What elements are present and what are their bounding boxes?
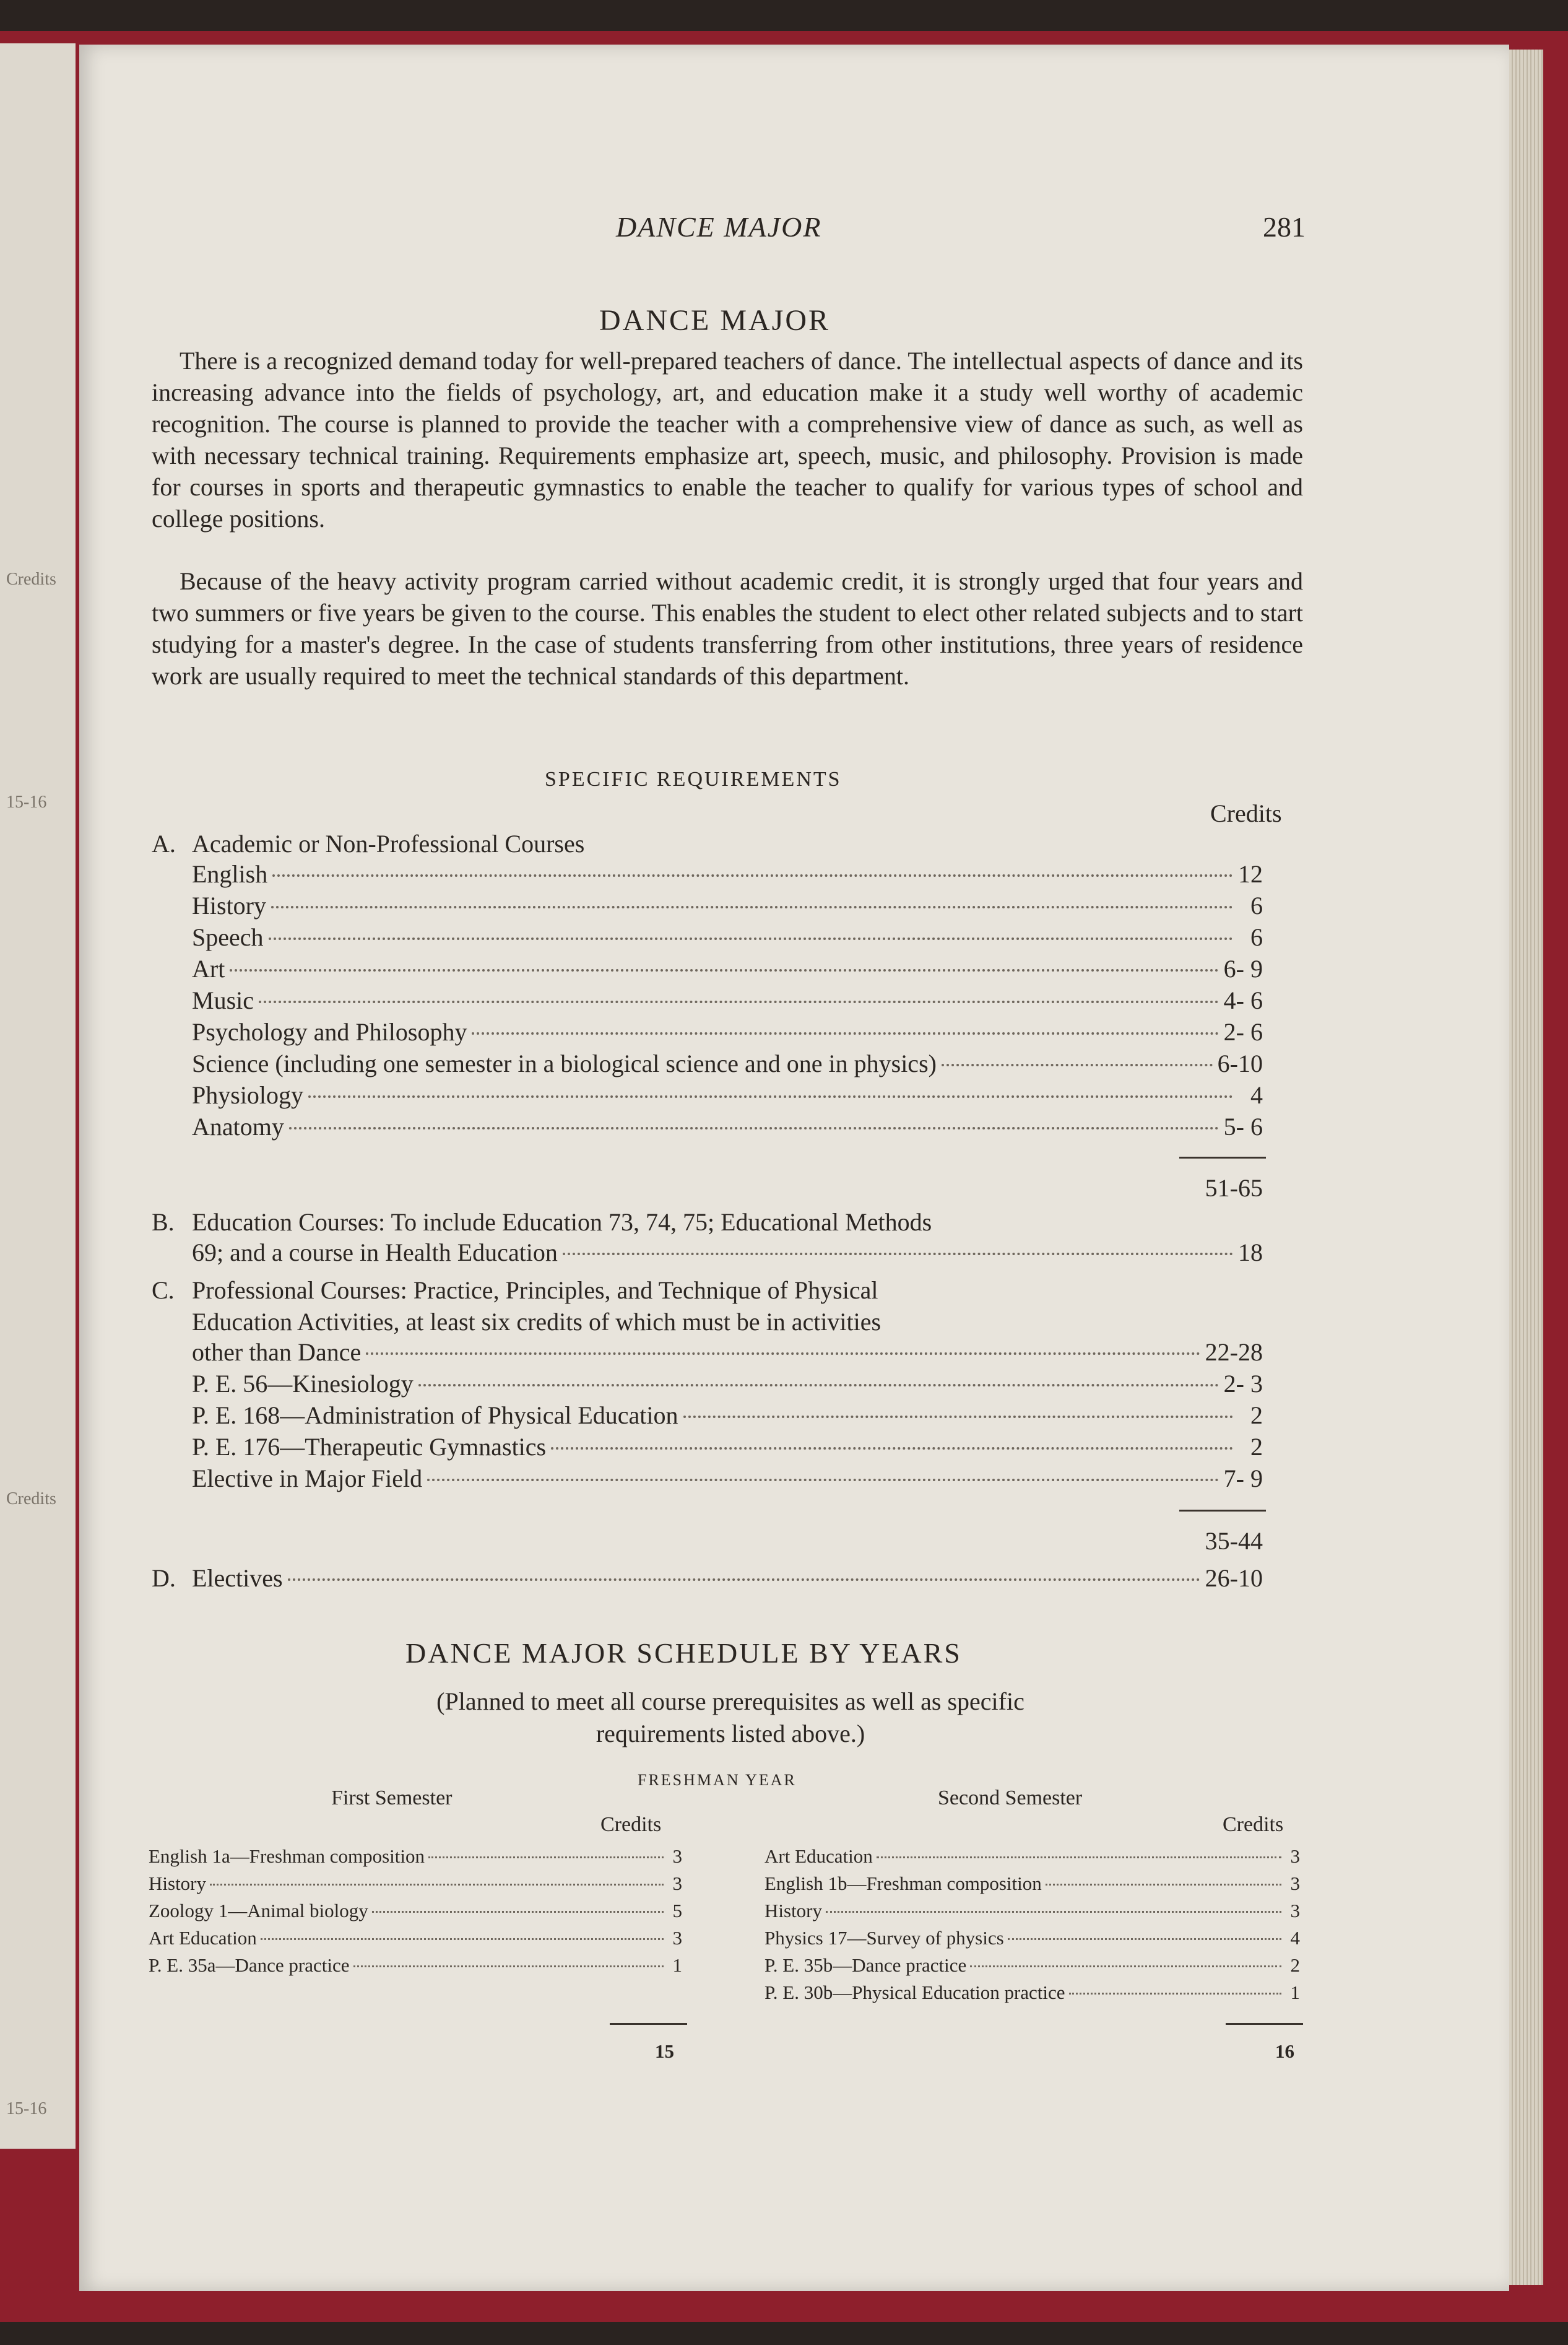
- requirement-label: Physiology: [192, 1081, 304, 1109]
- course-row: [149, 1927, 682, 1954]
- course-row: [765, 1927, 1300, 1954]
- course-label: English 1b—Freshman composition: [765, 1873, 1042, 1894]
- first-semester-credits-label: Credits: [600, 1813, 662, 1836]
- page-stack-edges: [1509, 50, 1543, 2285]
- section-c-heading: [152, 1274, 1263, 1306]
- course-label: Zoology 1—Animal biology: [149, 1900, 368, 1921]
- requirement-row: [192, 1112, 1263, 1143]
- dot-leader: [551, 1447, 1233, 1450]
- course-label: P. E. 30b—Physical Education practice: [765, 1982, 1065, 2003]
- section-c-subtotal: 35-44: [1205, 1527, 1263, 1555]
- course-credits: 1: [672, 1954, 682, 1976]
- requirement-credits: 6: [1250, 892, 1263, 920]
- requirement-row: [192, 954, 1263, 985]
- requirement-label: Art: [192, 955, 225, 983]
- section-letter: B.: [152, 1208, 175, 1236]
- section-a-heading: [152, 828, 584, 859]
- dot-leader: [877, 1856, 1281, 1858]
- requirement-label: Speech: [192, 923, 264, 951]
- requirement-credits: 22-28: [1205, 1338, 1263, 1366]
- requirement-label: Electives: [192, 1564, 283, 1592]
- requirement-label: 69; and a course in Health Education: [192, 1238, 558, 1266]
- schedule-title: DANCE MAJOR SCHEDULE BY YEARS: [405, 1637, 962, 1669]
- facing-page-fragment: 15-16: [6, 793, 47, 812]
- course-label: History: [765, 1900, 822, 1921]
- schedule-note-line: (Planned to meet all course prerequisites as well as specific: [436, 1687, 1024, 1715]
- dot-leader: [230, 969, 1218, 972]
- course-label: Art Education: [149, 1927, 257, 1949]
- requirement-row: [152, 1564, 1263, 1595]
- course-row: [765, 1982, 1300, 2009]
- requirement-row: [192, 923, 1263, 954]
- requirement-credits: 26-10: [1205, 1564, 1263, 1592]
- requirement-label: Anatomy: [192, 1113, 284, 1141]
- requirement-row: [192, 1081, 1263, 1112]
- dot-leader: [366, 1352, 1200, 1355]
- requirement-credits: 6: [1250, 923, 1263, 951]
- requirement-credits: 2- 6: [1223, 1018, 1263, 1046]
- requirement-row: [192, 1238, 1263, 1269]
- course-label: English 1a—Freshman composition: [149, 1845, 425, 1867]
- course-credits: 4: [1290, 1927, 1300, 1949]
- dot-leader: [942, 1064, 1213, 1066]
- course-label: P. E. 35a—Dance practice: [149, 1954, 350, 1976]
- dot-leader: [308, 1095, 1233, 1098]
- course-credits: 3: [1290, 1845, 1300, 1867]
- section-letter: D.: [152, 1564, 176, 1592]
- dot-leader: [259, 1001, 1219, 1003]
- requirement-credits: 2- 3: [1223, 1370, 1263, 1398]
- facing-page-fragment: 15-16: [6, 2099, 47, 2118]
- intro-paragraph-2: Because of the heavy activity program carried without academic credit, it is strongly urged that four years and two summers or five years be given to the course. This enables the student to elect other related subjects and to start studying for a master's degree. In the case of students transferring from other institutions, three years of residence work are usually required to meet the technical standards of this department.: [152, 567, 1303, 690]
- second-semester-credits-label: Credits: [1223, 1813, 1284, 1836]
- requirement-row: [192, 1401, 1263, 1432]
- facing-page-edge: [0, 43, 76, 2149]
- dot-leader: [288, 1578, 1200, 1581]
- subtotal-rule: [1179, 1157, 1266, 1159]
- course-row: [765, 1873, 1300, 1900]
- dot-leader: [427, 1479, 1219, 1481]
- course-row: [765, 1900, 1300, 1927]
- requirement-row: [192, 891, 1263, 922]
- specific-requirements-heading: SPECIFIC REQUIREMENTS: [545, 768, 842, 791]
- requirement-credits: 12: [1238, 860, 1263, 888]
- dot-leader: [428, 1856, 664, 1858]
- dot-leader: [683, 1416, 1234, 1418]
- dot-leader: [418, 1384, 1219, 1386]
- course-label: History: [149, 1873, 206, 1894]
- dot-leader: [353, 1965, 664, 1967]
- requirement-credits: 6-10: [1217, 1050, 1263, 1077]
- facing-page-fragment: Credits: [6, 570, 56, 589]
- requirement-row: [192, 1432, 1263, 1463]
- requirement-credits: 7- 9: [1223, 1464, 1263, 1492]
- requirement-row: [192, 1017, 1263, 1048]
- course-credits: 3: [1290, 1900, 1300, 1921]
- requirement-label: P. E. 168—Administration of Physical Education: [192, 1401, 678, 1429]
- requirement-row: [192, 859, 1263, 890]
- dot-leader: [1069, 1993, 1281, 1995]
- dot-leader: [372, 1911, 664, 1913]
- course-credits: 1: [1290, 1982, 1300, 2003]
- requirement-row: [192, 1338, 1263, 1368]
- requirement-credits: 18: [1238, 1238, 1263, 1266]
- dot-leader: [826, 1911, 1281, 1913]
- section-text: Education Courses: To include Education 73, 74, 75; Educational Methods: [192, 1208, 932, 1236]
- requirement-row: [192, 986, 1263, 1017]
- year-label: FRESHMAN YEAR: [638, 1771, 797, 1789]
- course-credits: 3: [672, 1845, 682, 1867]
- first-semester-total: 15: [655, 2040, 674, 2062]
- requirement-label: Science (including one semester in a biological science and one in physics): [192, 1050, 937, 1077]
- running-head: DANCE MAJOR: [616, 211, 822, 243]
- section-c-continuation: Education Activities, at least six credits of which must be in activities: [192, 1308, 881, 1336]
- requirement-credits: 2: [1250, 1433, 1263, 1461]
- requirement-credits: 4: [1250, 1081, 1263, 1109]
- course-row: [149, 1873, 682, 1900]
- course-row: [149, 1845, 682, 1873]
- dot-leader: [472, 1032, 1218, 1035]
- course-credits: 2: [1290, 1954, 1300, 1976]
- requirement-row: [192, 1464, 1263, 1495]
- requirement-label: P. E. 56—Kinesiology: [192, 1370, 414, 1398]
- total-rule: [610, 2023, 687, 2025]
- requirement-credits: 6- 9: [1223, 955, 1263, 983]
- course-row: [149, 1954, 682, 1982]
- page-number: 281: [1263, 211, 1306, 243]
- requirement-label: Elective in Major Field: [192, 1464, 423, 1492]
- dot-leader: [1046, 1884, 1281, 1886]
- second-semester-total: 16: [1275, 2040, 1294, 2062]
- course-label: Physics 17—Survey of physics: [765, 1927, 1004, 1949]
- dot-leader: [563, 1253, 1233, 1255]
- section-a-subtotal: 51-65: [1205, 1174, 1263, 1202]
- dot-leader: [269, 938, 1233, 940]
- requirement-label: P. E. 176—Therapeutic Gymnastics: [192, 1433, 547, 1461]
- dot-leader: [272, 874, 1233, 877]
- course-row: [765, 1845, 1300, 1873]
- course-label: Art Education: [765, 1845, 873, 1867]
- dot-leader: [1008, 1938, 1281, 1940]
- requirement-row: [192, 1049, 1263, 1080]
- page-title: DANCE MAJOR: [599, 304, 831, 337]
- facing-page-fragment: Credits: [6, 1489, 56, 1508]
- credits-column-label: Credits: [1210, 799, 1282, 827]
- section-text: Professional Courses: Practice, Principles, and Technique of Physical: [192, 1276, 878, 1304]
- course-credits: 3: [672, 1927, 682, 1949]
- dot-leader: [210, 1884, 664, 1886]
- requirement-credits: 2: [1250, 1401, 1263, 1429]
- requirement-credits: 4- 6: [1223, 986, 1263, 1014]
- requirement-credits: 5- 6: [1223, 1113, 1263, 1141]
- section-letter: C.: [152, 1276, 175, 1304]
- schedule-note-line: requirements listed above.): [596, 1720, 865, 1747]
- first-semester-heading: First Semester: [331, 1786, 453, 1809]
- course-label: P. E. 35b—Dance practice: [765, 1954, 967, 1976]
- dot-leader: [289, 1127, 1219, 1129]
- section-letter: A.: [152, 830, 176, 858]
- course-credits: 5: [672, 1900, 682, 1921]
- requirement-label: English: [192, 860, 268, 888]
- second-semester-heading: Second Semester: [938, 1786, 1083, 1809]
- schedule-note: [310, 1686, 1151, 1750]
- course-row: [765, 1954, 1300, 1982]
- section-b-heading: [152, 1206, 1263, 1238]
- dot-leader: [970, 1965, 1281, 1967]
- requirement-label: Music: [192, 986, 254, 1014]
- requirement-label: Psychology and Philosophy: [192, 1018, 467, 1046]
- total-rule: [1226, 2023, 1303, 2025]
- intro-paragraph-1: There is a recognized demand today for well-prepared teachers of dance. The intellectual aspects of dance and its increasing advance into the fields of psychology, art, and education make it a study well worthy of academic recognition. The course is planned to provide the teacher with a comprehensive view of dance as such, as well as with necessary technical training. Requirements emphasize art, speech, music, and philosophy. Provision is made for courses in sports and therapeutic gymnastics to enable the teacher to qualify for various types of school and college positions.: [152, 347, 1303, 533]
- course-credits: 3: [1290, 1873, 1300, 1894]
- requirement-row: [192, 1369, 1263, 1400]
- subtotal-rule: [1179, 1510, 1266, 1512]
- course-row: [149, 1900, 682, 1927]
- requirement-label: other than Dance: [192, 1338, 362, 1366]
- dot-leader: [261, 1938, 664, 1940]
- course-credits: 3: [672, 1873, 682, 1894]
- dot-leader: [271, 906, 1233, 908]
- requirement-label: History: [192, 892, 266, 920]
- section-title: Academic or Non-Professional Courses: [192, 830, 585, 858]
